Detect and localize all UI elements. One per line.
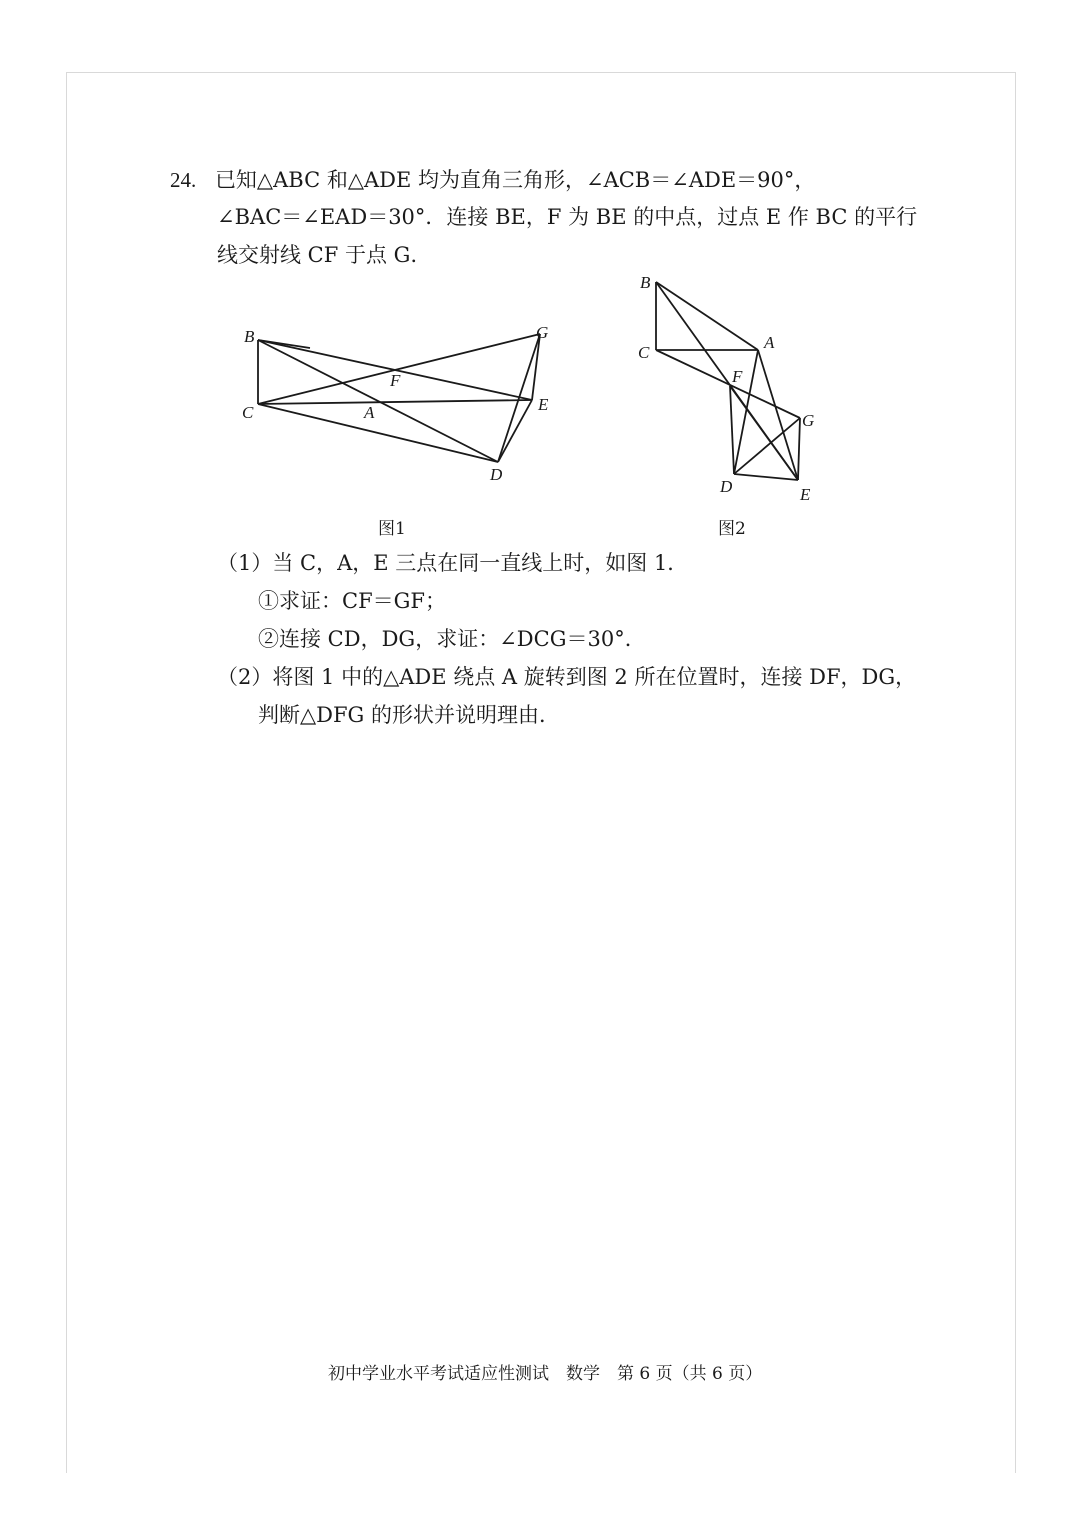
segment-BA	[656, 282, 758, 350]
figure-2-caption: 图2	[718, 519, 746, 539]
fig2-label-G: G	[802, 411, 815, 430]
question-line-1	[170, 166, 815, 194]
part2-line1: （2）将图 1 中的△ADE 绕点 A 旋转到图 2 所在位置时，连接 DF，DG，	[217, 665, 917, 689]
part1-sub1: ①求证：CF＝GF；	[258, 589, 446, 613]
segment-GE	[798, 418, 800, 480]
fig1-label-E: E	[538, 395, 549, 414]
figure-1-caption: 图1	[378, 519, 406, 539]
page-footer: 初中学业水平考试适应性测试 数学 第 6 页（共 6 页）	[328, 1364, 763, 1384]
part1-sub2: ②连接 CD，DG，求证：∠DCG＝30°．	[258, 627, 646, 651]
fig2-label-A: A	[764, 333, 775, 352]
question-number: 24.	[170, 168, 197, 192]
question-stem-1: 已知△ABC 和△ADE 均为直角三角形，∠ACB＝∠ADE＝90°，	[214, 168, 816, 192]
segment-DE	[734, 474, 798, 480]
part2-line2: 判断△DFG 的形状并说明理由．	[258, 703, 561, 727]
fig2-label-F: F	[732, 367, 743, 386]
segment-CG	[656, 350, 800, 418]
fig2-label-D: D	[720, 477, 733, 496]
segment-CD	[258, 404, 498, 462]
fig1-label-C: C	[242, 403, 254, 422]
segment-DF	[730, 386, 734, 474]
figure-1	[230, 318, 570, 490]
fig2-label-E: E	[800, 485, 811, 504]
segment-CG	[258, 334, 540, 404]
figure-2	[630, 268, 830, 508]
fig1-label-F: F	[390, 371, 401, 390]
segment-GD	[498, 334, 540, 462]
exam-page	[66, 72, 1016, 1473]
fig1-label-B: B	[244, 327, 255, 346]
question-stem-2: ∠BAC＝∠EAD＝30°．连接 BE，F 为 BE 的中点，过点 E 作 BC 的平行	[217, 205, 918, 229]
fig2-label-B: B	[640, 273, 651, 292]
fig1-label-A: A	[364, 403, 375, 422]
fig1-label-D: D	[490, 465, 503, 484]
segment-CE	[258, 400, 532, 404]
fig2-label-C: C	[638, 343, 650, 362]
part1-intro: （1）当 C，A，E 三点在同一直线上时，如图 1．	[217, 551, 689, 575]
fig1-label-G: G	[536, 323, 549, 342]
question-stem-3: 线交射线 CF 于点 G．	[217, 243, 432, 267]
